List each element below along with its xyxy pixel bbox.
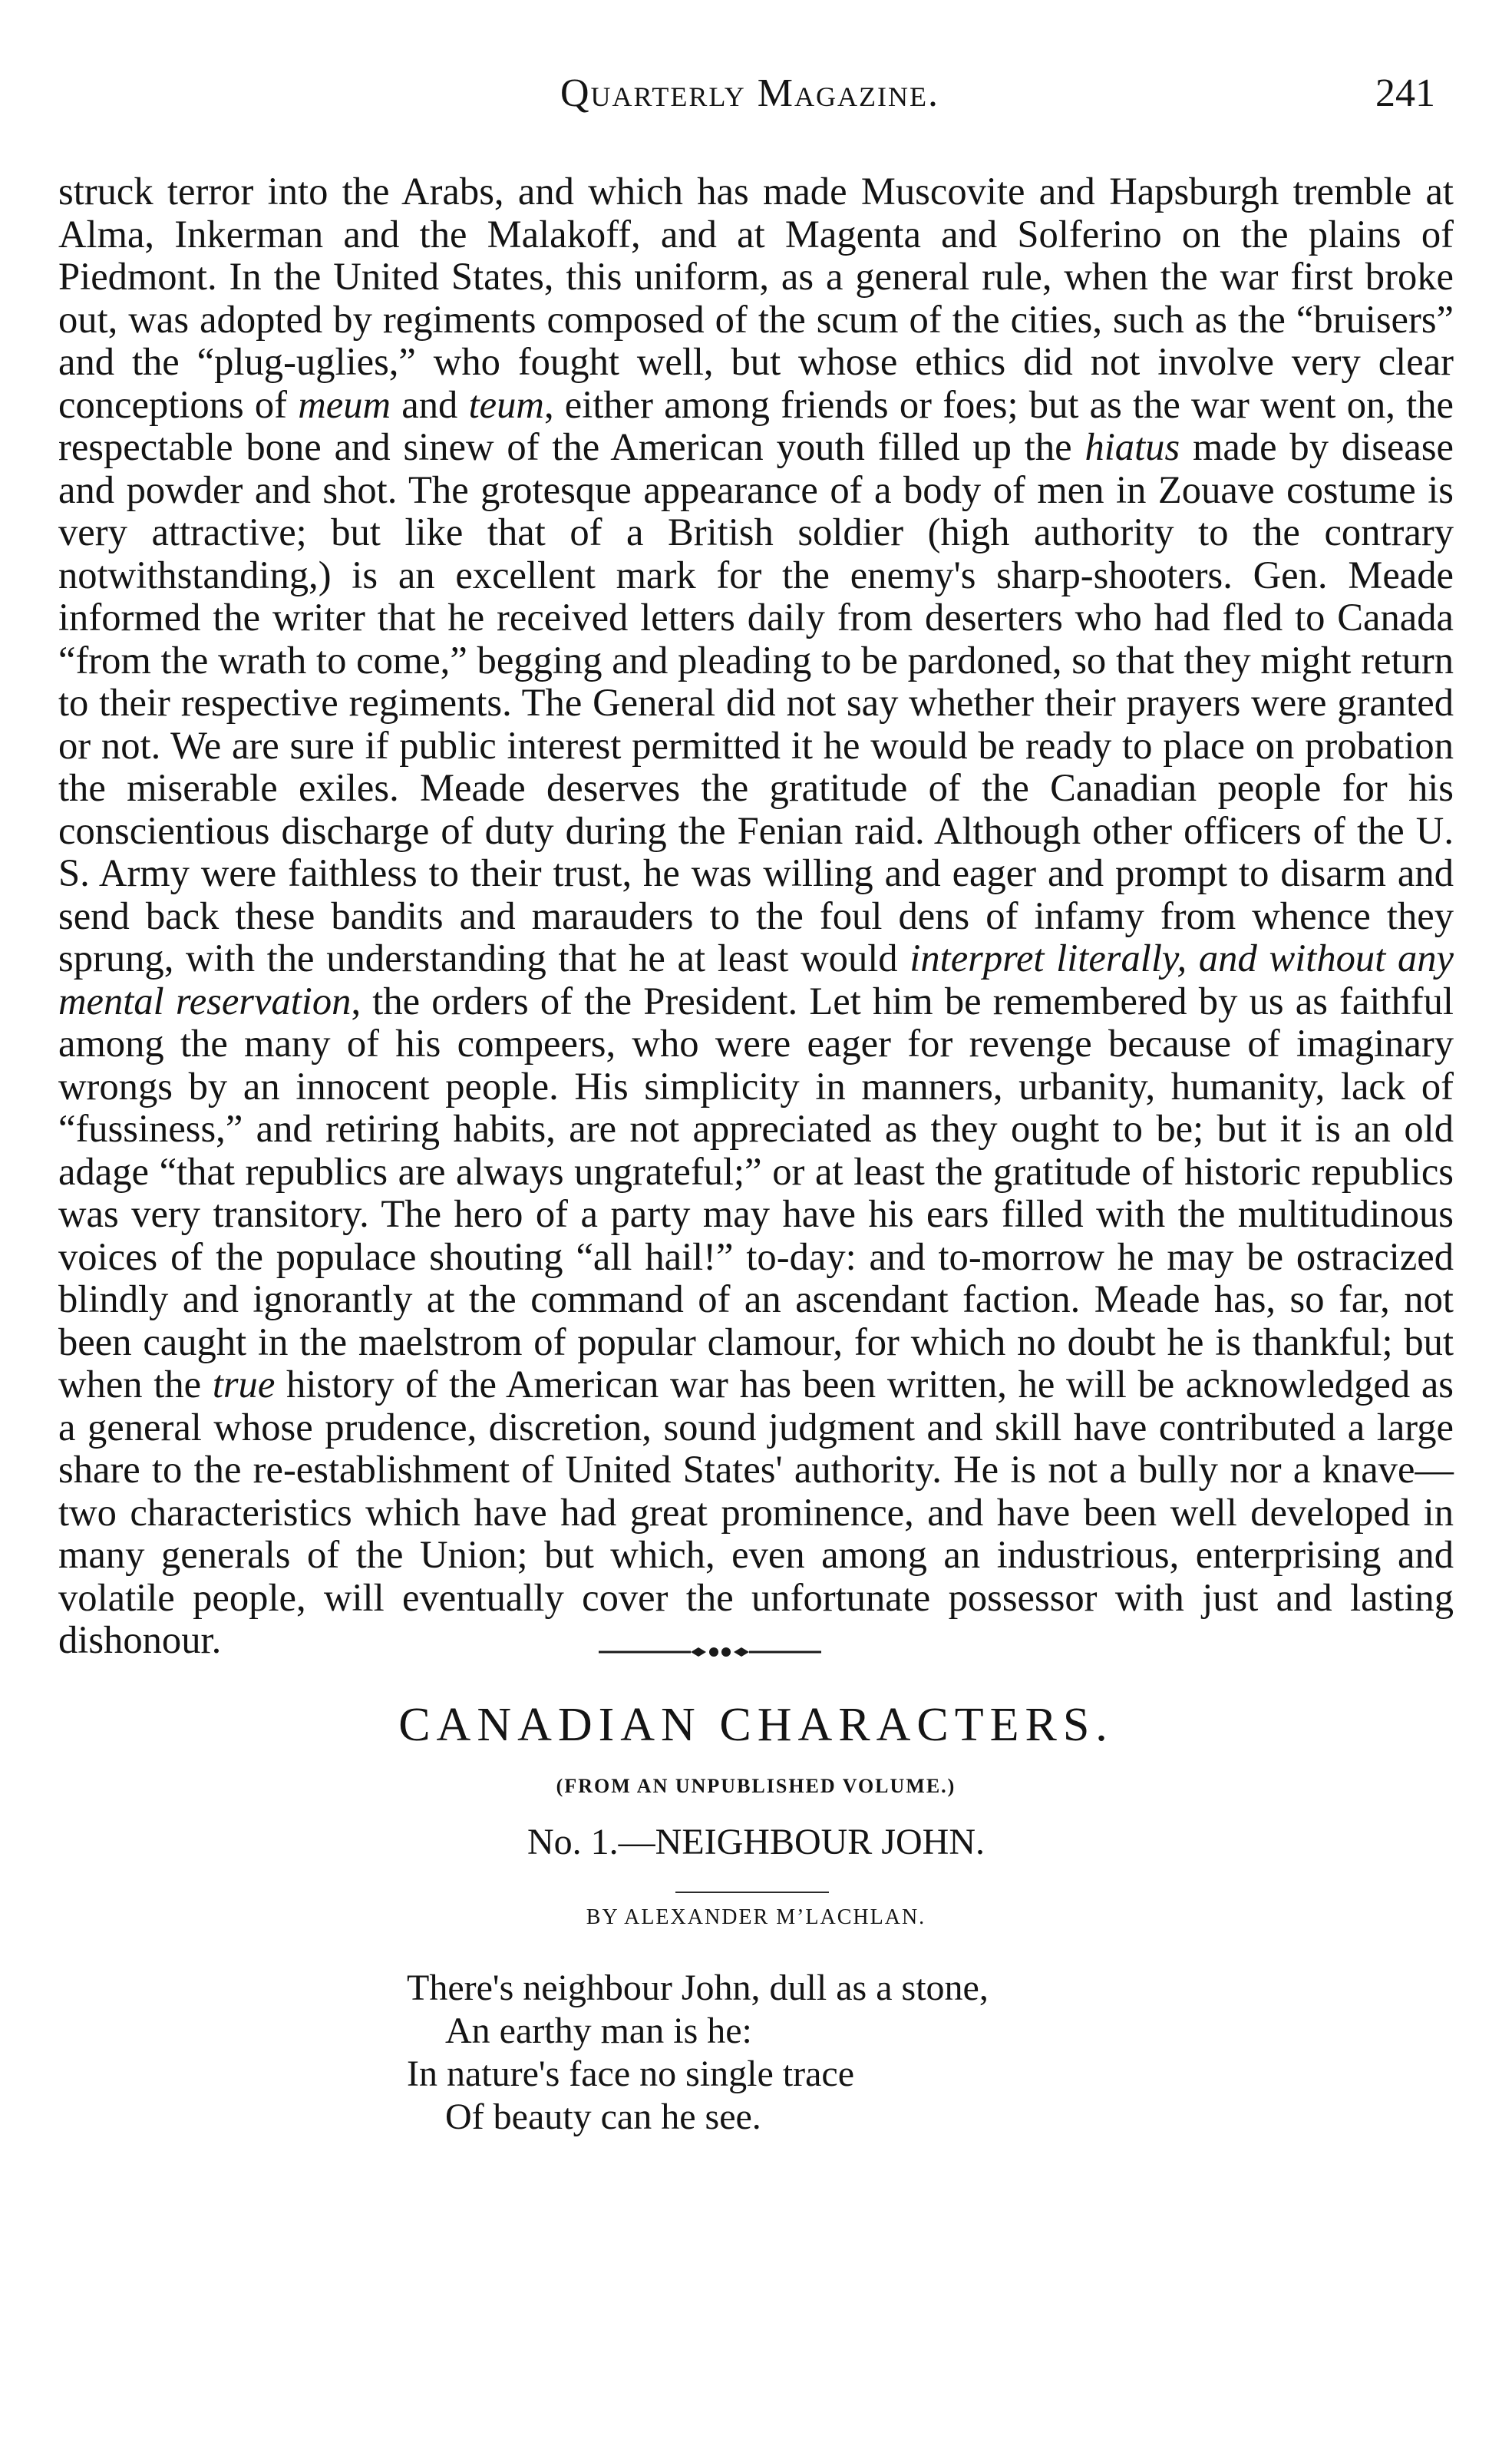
running-header (0, 71, 1512, 124)
ornamental-separator (599, 1643, 821, 1661)
section-title: CANADIAN CHARACTERS. (398, 1699, 1114, 1751)
italic-term-teum: teum (468, 382, 544, 426)
article-body (58, 170, 1454, 1662)
italic-term-true: true (212, 1363, 276, 1406)
italic-term-hiatus: hiatus (1084, 425, 1180, 468)
text-segment: and (391, 382, 469, 426)
section-subtitle: (FROM AN UNPUBLISHED VOLUME.) (556, 1775, 956, 1797)
text-segment: , the orders of the President. Let him be remembered by us as faithful among the many of his compeers, who were eager for revenge because of imaginary wrongs by an innocent people. His simplicity in manners, urbanity, humanity, lack of “fussiness,” and retiring habits, are not appreciated as they ought to be; but it is an old adage “that republics are always ungrateful;” or at least the gratitude of historic republics was very transitory. The hero of a party may have his ears filled with the multitudinous voices of the populace shouting “all hail!” to-day: and to-morrow he may be ostracized blindly and ignorantly at the command of an ascendant faction. Meade has, so far, not been caught in the maelstrom of popular clamour, for which no doubt he is thankful; but when the (58, 979, 1454, 1406)
poem-line: An earthy man is he: (445, 2011, 752, 2051)
page-number: 241 (1375, 71, 1435, 115)
poem-line: Of beauty can he see. (445, 2096, 761, 2137)
text-segment: history of the American war has been written, he will be acknowledged as a general whose prudence, discretion, sound judgment and skill have contributed a large share to the re-establishment of United States' authority. He is not a bully nor a knave—two characteristics which have had great prominence, and have been well developed in many generals of the Union; but which, even among an industrious, enterprising and volatile people, will eventually cover the unfortunate possessor with just and lasting dishonour. (58, 1363, 1454, 1661)
italic-term-meum: meum (298, 382, 391, 426)
text-segment: struck terror into the Arabs, and which has made Muscovite and Hapsburgh tremble at Alma, Inkerman and the Malakoff, and at Magenta and Solferino on the plains of Piedmont. In the United States, this uniform, as a general rule, when the war first broke out, was adopted by regiments composed of the scum of the cities, such as the “bruisers” and the “plug-uglies,” who fought well, but whose ethics did not involve very clear conceptions of (58, 170, 1454, 426)
poem-title: No. 1.—NEIGHBOUR JOHN. (527, 1822, 985, 1862)
byline: BY ALEXANDER M’LACHLAN. (586, 1905, 926, 1929)
running-title: Quarterly Magazine. (560, 71, 939, 115)
italic-phrase-interpret: interpret literally, and without any mental reservation (58, 937, 1454, 1023)
poem-stanza (407, 1967, 989, 2139)
byline-rule (675, 1892, 829, 1893)
text-segment: made by disease and powder and shot. The grotesque appearance of a body of men in Zouave costume is very attractive; but like that of a British soldier (high authority to the contrary notwithstanding,) is an excellent mark for the enemy's sharp-shooters. Gen. Meade informed the writer that he received letters daily from deserters who had fled to Canada “from the wrath to come,” begging and pleading to be pardoned, so that they might return to their respective regiments. The General did not say whether their prayers were granted or not. We are sure if public interest permitted it he would be ready to place on probation the miserable exiles. Meade deserves the gratitude of the Canadian people for his conscientious discharge of duty during the Fenian raid. Although other officers of the U. S. Army were faithless to their trust, he was willing and eager and prompt to disarm and send back these bandits and marauders to the foul dens of infamy from whence they sprung, with the understanding that he at least would (58, 425, 1454, 980)
poem-line: In nature's face no single trace (407, 2054, 855, 2094)
text-segment: , either among friends or foes; but as the war went on, the respectable bone and sinew of the American youth filled up the (58, 382, 1454, 468)
poem-line: There's neighbour John, dull as a stone, (407, 1968, 989, 2008)
article-paragraph (58, 170, 1454, 1662)
